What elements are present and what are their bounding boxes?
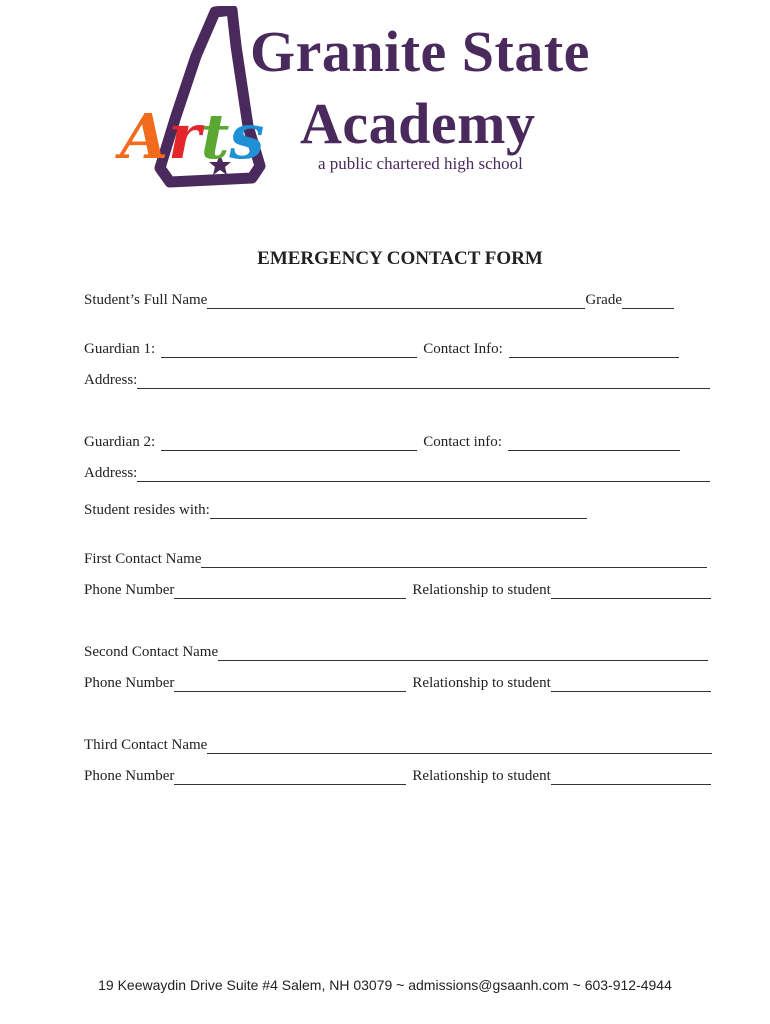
guardian1-row	[84, 340, 679, 358]
arts-letter-a: A	[120, 100, 169, 173]
second-relationship-label: Relationship to student	[412, 675, 551, 691]
resides-label: Student resides with:	[84, 502, 210, 518]
second-relationship-field[interactable]	[551, 676, 711, 692]
third-phone-row	[84, 767, 711, 785]
footer-contact: 19 Keewaydin Drive Suite #4 Salem, NH 03079 ~ admissions@gsaanh.com ~ 603-912-4944	[98, 977, 672, 993]
second-contact-field[interactable]	[218, 645, 708, 661]
first-relationship-label: Relationship to student	[412, 582, 551, 598]
guardian2-field[interactable]	[161, 435, 417, 451]
second-contact-label: Second Contact Name	[84, 644, 219, 660]
address1-field[interactable]	[137, 373, 710, 389]
student-name-label: Student’s Full Name	[84, 292, 208, 308]
student-name-row	[84, 291, 674, 309]
logo-arts-text	[120, 100, 265, 173]
address2-field[interactable]	[137, 466, 710, 482]
guardian2-label: Guardian 2:	[84, 434, 156, 450]
third-phone-field[interactable]	[174, 769, 406, 785]
second-phone-field[interactable]	[174, 676, 406, 692]
second-phone-row	[84, 674, 711, 692]
guardian2-contact-label: Contact info:	[423, 434, 502, 450]
third-phone-label: Phone Number	[84, 768, 175, 784]
first-phone-row	[84, 581, 711, 599]
logo-title-line2: Academy	[300, 91, 536, 156]
arts-letter-t: t	[200, 100, 230, 173]
address1-label: Address:	[84, 372, 138, 388]
first-contact-row	[84, 550, 707, 568]
third-contact-field[interactable]	[207, 738, 712, 754]
second-contact-row	[84, 643, 708, 661]
arts-letter-s: s	[229, 100, 265, 173]
second-phone-label: Phone Number	[84, 675, 175, 691]
resides-field[interactable]	[210, 503, 587, 519]
first-relationship-field[interactable]	[551, 583, 711, 599]
guardian1-contact-field[interactable]	[509, 342, 679, 358]
address2-label: Address:	[84, 465, 138, 481]
guardian1-field[interactable]	[161, 342, 417, 358]
guardian1-contact-label: Contact Info:	[423, 341, 503, 357]
guardian2-row	[84, 433, 680, 451]
logo-tagline: a public chartered high school	[318, 154, 523, 173]
guardian2-contact-field[interactable]	[508, 435, 680, 451]
grade-field[interactable]	[622, 293, 674, 309]
address1-row	[84, 371, 710, 389]
third-relationship-label: Relationship to student	[412, 768, 551, 784]
first-phone-field[interactable]	[174, 583, 406, 599]
arts-letter-r: r	[168, 100, 201, 173]
third-contact-row	[84, 736, 712, 754]
grade-label: Grade	[585, 292, 622, 308]
third-relationship-field[interactable]	[551, 769, 711, 785]
address2-row	[84, 464, 710, 482]
guardian1-label: Guardian 1:	[84, 341, 156, 357]
first-phone-label: Phone Number	[84, 582, 175, 598]
first-contact-field[interactable]	[201, 552, 707, 568]
school-logo	[110, 6, 670, 196]
form-title: EMERGENCY CONTACT FORM	[257, 248, 543, 269]
logo-title-line1: Granite State	[250, 19, 590, 84]
first-contact-label: First Contact Name	[84, 551, 202, 567]
third-contact-label: Third Contact Name	[84, 737, 208, 753]
resides-row	[84, 501, 587, 519]
student-name-field[interactable]	[207, 293, 585, 309]
